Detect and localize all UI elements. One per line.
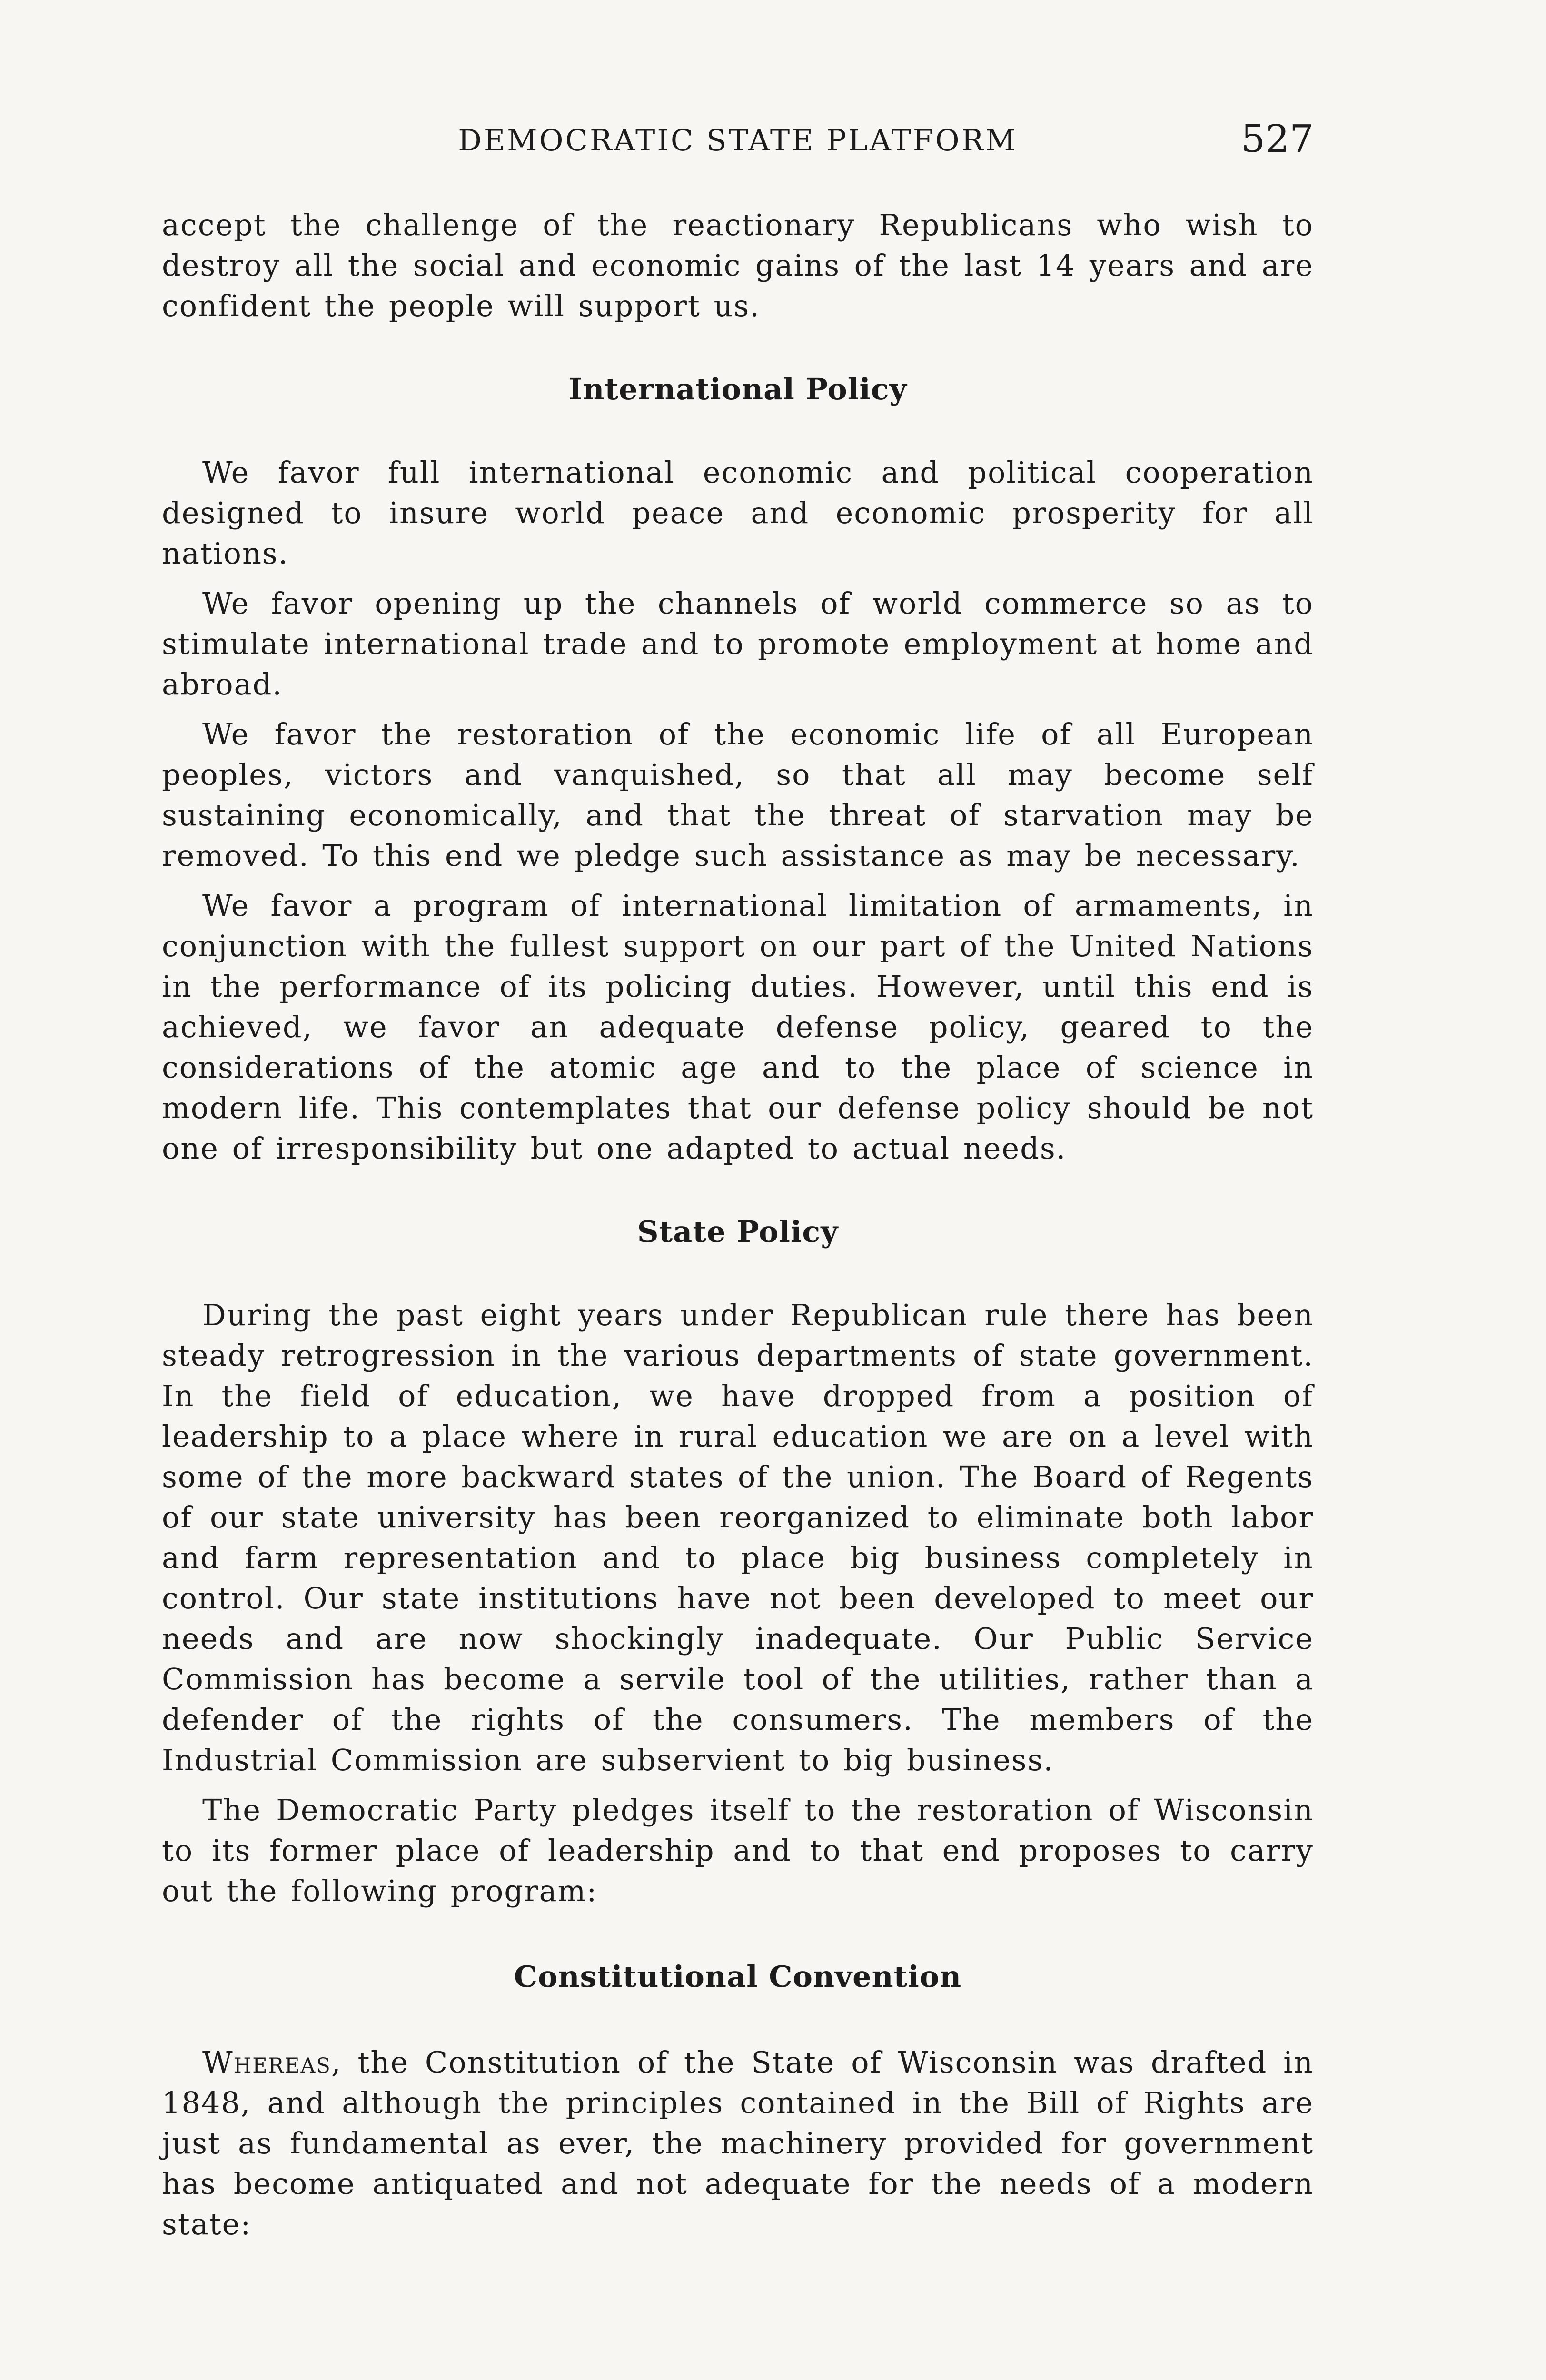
- paragraph-state-2: The Democratic Party pledges itself to the restoration of Wisconsin to its former place of leadership and to that end proposes to carry out the following program:: [162, 1793, 1314, 1908]
- paragraph-state-1: During the past eight years under Republican rule there has been steady retrogression in the various departments of state government. In the field of education, we have dropped from a position of leadership to a place where in rural education we are on a level with some of the more backward states of the union. The Board of Regents of our state university has been reorganized to eliminate both labor and farm representation and to place big business completely in control. Our state institutions have not been developed to meet our needs and are now shockingly inadequate. Our Public Service Commission has become a servile tool of the utilities, rather than a defender of the rights of the consumers. The members of the Industrial Commission are subservient to big business.: [162, 1298, 1314, 1777]
- section-heading-international-policy: International Policy: [568, 372, 907, 407]
- whereas-word: Whereas: [202, 2045, 331, 2080]
- paragraph-international-3: We favor the restoration of the economic life of all European peoples, victors and vanquished, so that all may become self sustaining economically, and that the threat of starvation may be removed. To this end we pledge such assistance as may be necessary.: [162, 717, 1314, 873]
- running-title: DEMOCRATIC STATE PLATFORM: [458, 123, 1018, 158]
- running-head: [162, 119, 1314, 162]
- section-heading-state-policy: State Policy: [637, 1214, 839, 1249]
- book-page: [162, 119, 1314, 2244]
- page-number: 527: [1241, 117, 1314, 161]
- whereas-text: , the Constitution of the State of Wisconsin was drafted in 1848, and although the principles contained in the Bill of Rights are just as fundamental as ever, the machinery provided for government has become antiquated and not adequate for the needs of a modern state:: [162, 2045, 1314, 2241]
- paragraph-international-2: We favor opening up the channels of world commerce so as to stimulate international trade and to promote employment at home and abroad.: [162, 586, 1314, 702]
- continuation-paragraph: accept the challenge of the reactionary Republicans who wish to destroy all the social and economic gains of the last 14 years and are confident the people will support us.: [162, 208, 1314, 323]
- section-heading-constitutional-convention: Constitutional Convention: [514, 1959, 962, 1994]
- paragraph-international-1: We favor full international economic and political cooperation designed to insure world peace and economic prosperity for all nations.: [162, 455, 1314, 571]
- paragraph-whereas: [162, 2042, 1314, 2244]
- paragraph-international-4: We favor a program of international limitation of armaments, in conjunction with the fullest support on our part of the United Nations in the performance of its policing duties. However, until this end is achieved, we favor an adequate defense policy, geared to the considerations of the atomic age and to the place of science in modern life. This contemplates that our defense policy should be not one of irresponsibility but one adapted to actual needs.: [162, 888, 1314, 1166]
